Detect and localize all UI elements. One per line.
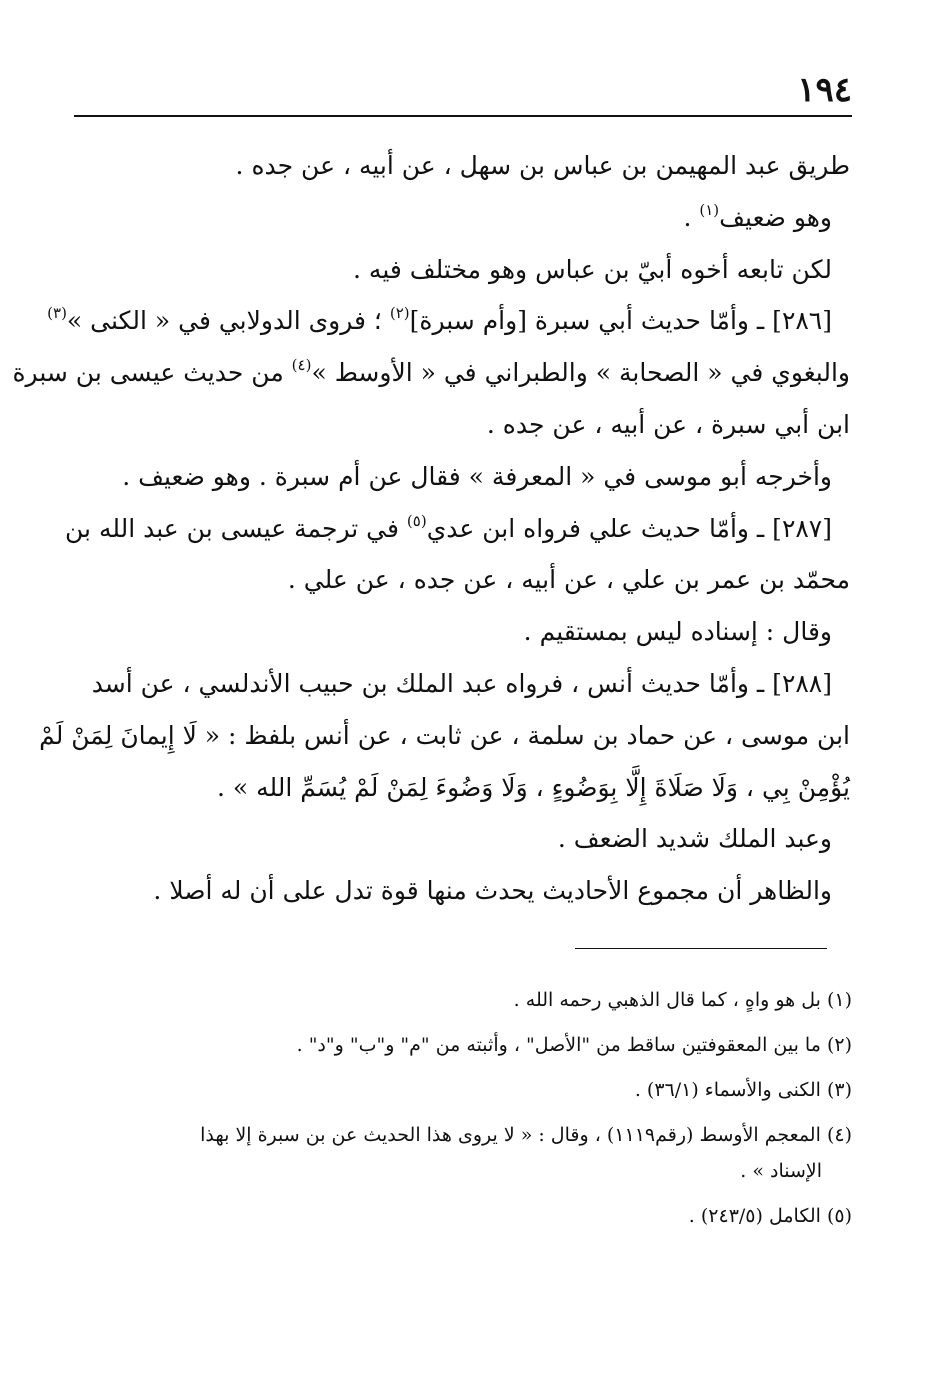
page-number: ١٩٤ <box>797 70 852 110</box>
footnote-ref-5[interactable]: (٥) <box>406 511 427 530</box>
footnote-text: المعجم الأوسط (رقم١١١٩) ، وقال : « لا يروى هذا الحديث عن بن سبرة إلا بهذا <box>200 1124 821 1146</box>
footnote-number: (٣) <box>826 1079 852 1101</box>
footnote-number: (٢) <box>826 1034 852 1056</box>
body-text <box>12 140 850 917</box>
text-line-10: وقال : إسناده ليس بمستقيم . <box>523 617 832 647</box>
text-line-14: وعبد الملك شديد الضعف . <box>557 824 832 854</box>
footnote-separator <box>575 948 827 949</box>
footnote-1 <box>74 978 852 1023</box>
footnote-text: بل هو واهٍ ، كما قال الذهبي رحمه الله . <box>513 989 821 1011</box>
footnote-2 <box>74 1023 852 1068</box>
text-line-3: لكن تابعه أخوه أبيّ بن عباس وهو مختلف فيه . <box>353 254 832 284</box>
footnote-5 <box>74 1194 852 1239</box>
footnote-text: ما بين المعقوفتين ساقط من "الأصل" ، وأثبته من "م" و"ب" و"د" . <box>296 1034 821 1056</box>
text-line-12: ابن موسى ، عن حماد بن سلمة ، عن ثابت ، عن أنس بلفظ : « لَا إِيمانَ لِمَنْ لَمْ <box>39 720 850 750</box>
text-line-5: والبغوي في « الصحابة » والطبراني في « الأوسط »$^{(٤)}$ من حديث عيسى بن سبرة <box>12 356 850 388</box>
footnote-number: (٤) <box>826 1124 852 1146</box>
text-line-4: [٢٨٦] ـ وأمّا حديث أبي سبرة [وأم سبرة]$^{(٢)}$ ؛ فروى الدولابي في « الكنى »$^{(٣)}$ <box>47 304 832 336</box>
footnote-number: (٥) <box>826 1205 852 1227</box>
footnotes <box>74 978 852 1239</box>
text-line-9: محمّد بن عمر بن علي ، عن أبيه ، عن جده ، عن علي . <box>287 565 850 595</box>
footnote-number: (١) <box>826 989 852 1011</box>
footnote-ref-3[interactable]: (٣) <box>47 304 67 323</box>
text-line-1: طريق عبد المهيمن بن عباس بن سهل ، عن أبيه ، عن جده . <box>235 151 850 180</box>
text-line-11: [٢٨٨] ـ وأمّا حديث أنس ، فرواه عبد الملك بن حبيب الأندلسي ، عن أسد <box>91 668 832 698</box>
text-line-2: وهو ضعيف$^{(١)}$ . <box>683 200 832 232</box>
text-line-7: وأخرجه أبو موسى في « المعرفة » فقال عن أم سبرة . وهو ضعيف . <box>122 461 832 491</box>
text-line-13: يُؤْمِنْ بِي ، وَلَا صَلَاةَ إِلَّا بِوَضُوءٍ ، وَلَا وَضُوءَ لِمَنْ لَمْ يُسَمِّ الله » . <box>216 772 850 802</box>
footnote-3 <box>74 1068 852 1113</box>
footnote-text: الإسناد » . <box>740 1160 822 1182</box>
header-rule <box>74 115 852 117</box>
footnote-ref-1[interactable]: (١) <box>699 200 720 219</box>
footnote-ref-2[interactable]: (٢) <box>389 304 410 323</box>
text-line-6: ابن أبي سبرة ، عن أبيه ، عن جده . <box>486 409 850 439</box>
footnote-text: الكنى والأسماء (٣٦/١) . <box>634 1079 821 1101</box>
footnote-text: الكامل (٢٤٣/٥) . <box>688 1205 821 1227</box>
footnote-ref-4[interactable]: (٤) <box>291 356 312 375</box>
text-line-8: [٢٨٧] ـ وأمّا حديث علي فرواه ابن عدي$^{(٥)}$ في ترجمة عيسى بن عبد الله بن <box>65 511 832 543</box>
text-line-15: والظاهر أن مجموع الأحاديث يحدث منها قوة تدل على أن له أصلا . <box>153 876 832 906</box>
